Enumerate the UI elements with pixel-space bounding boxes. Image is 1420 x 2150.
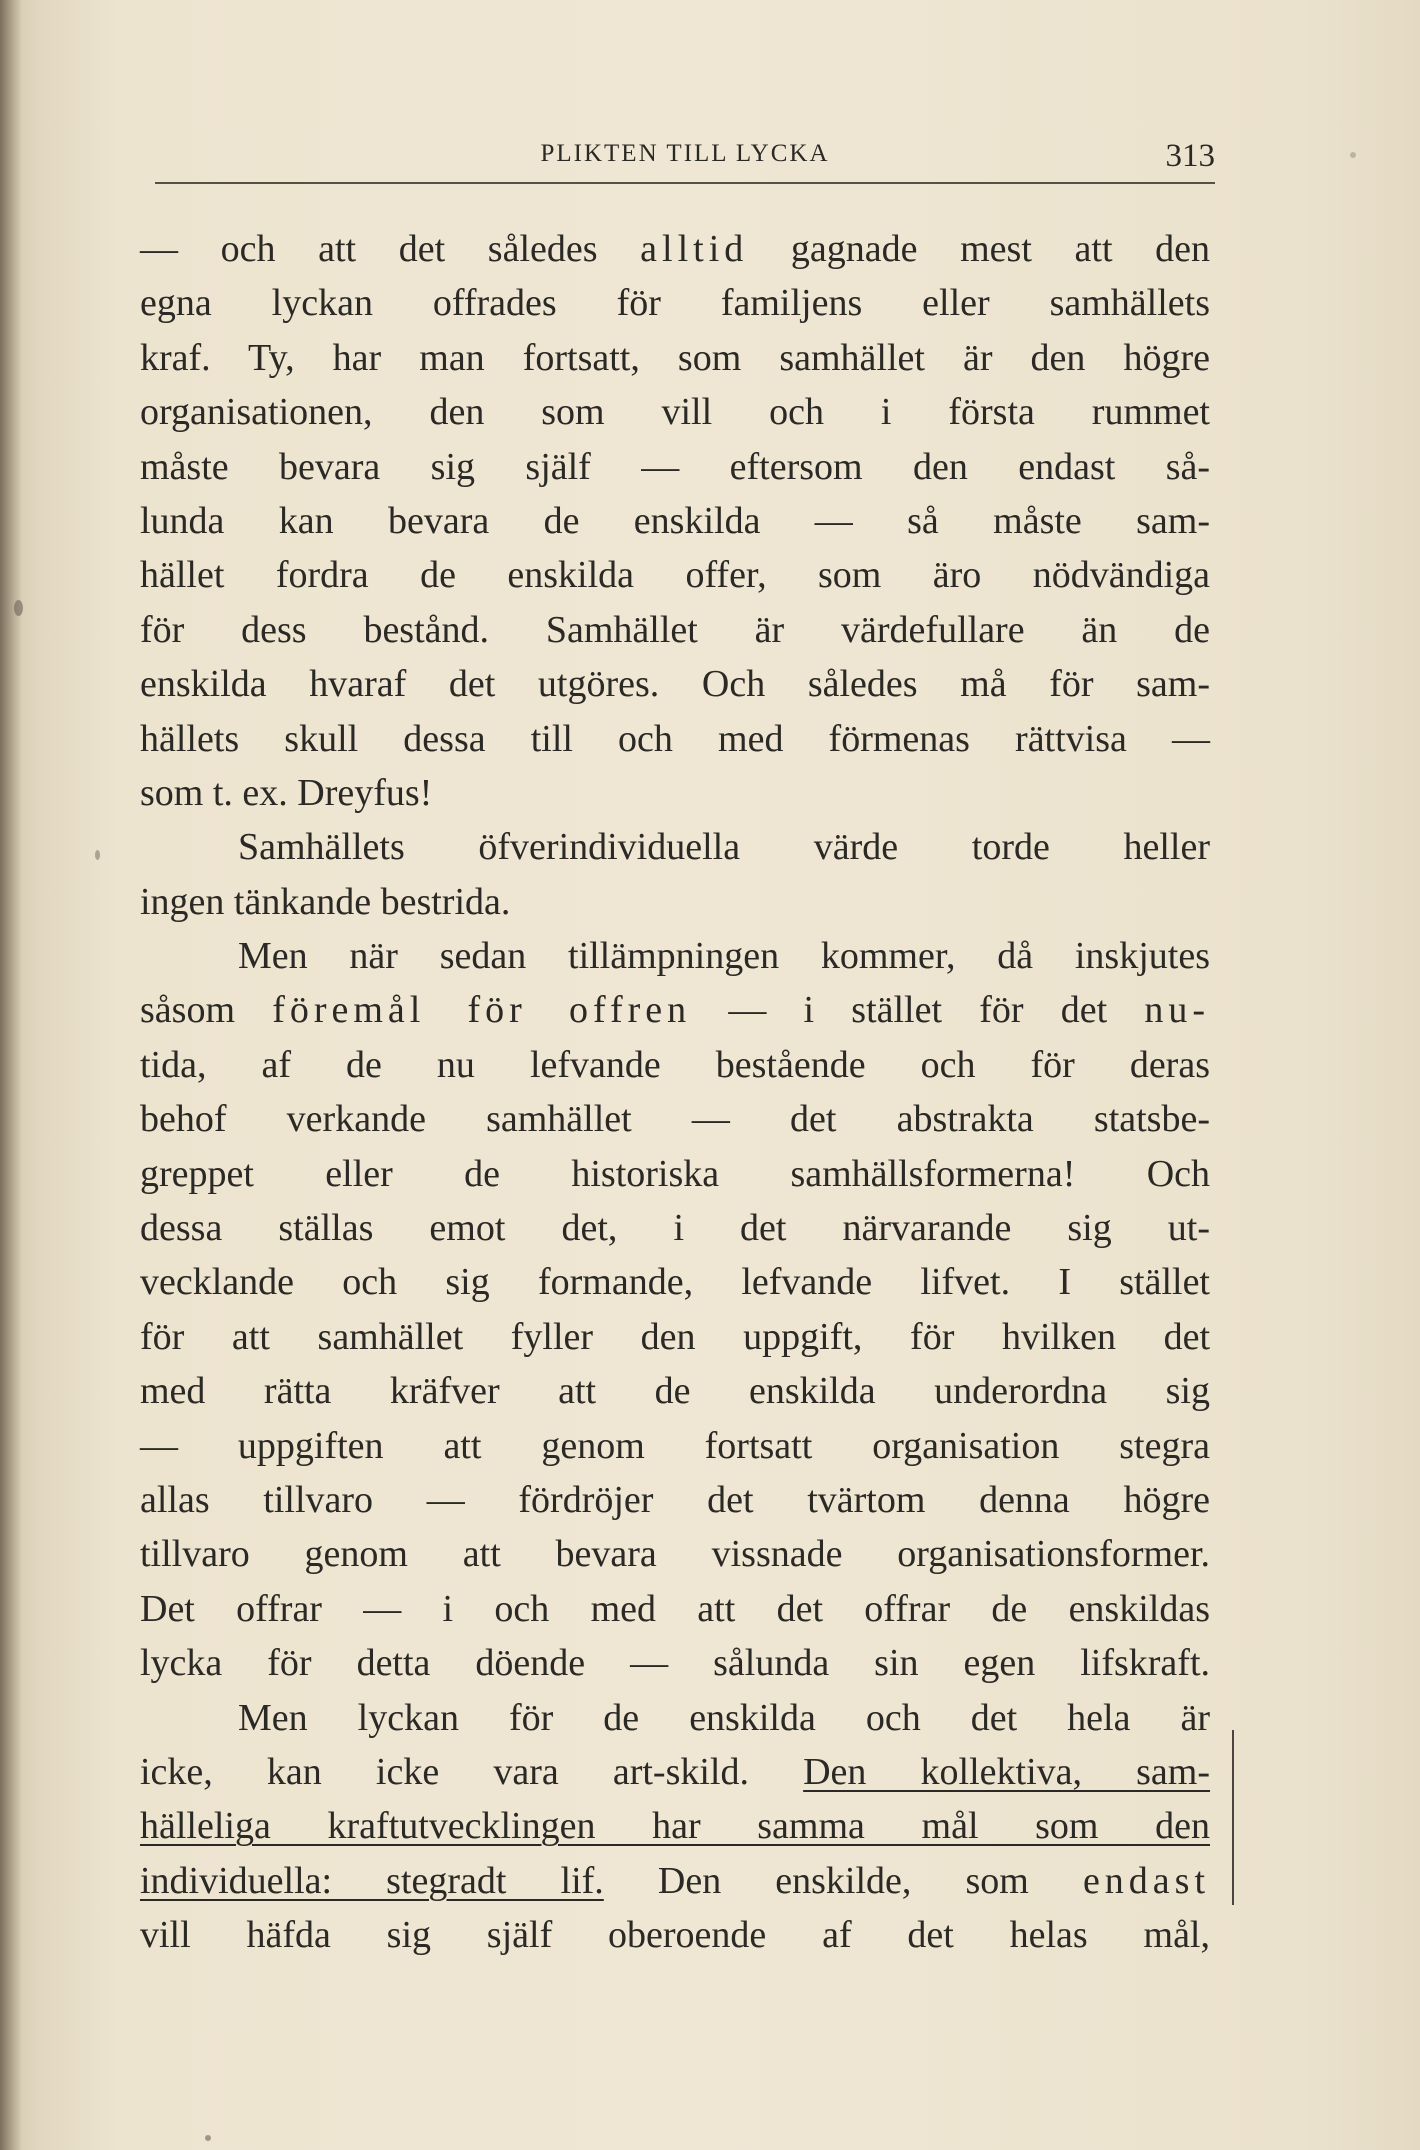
running-head: PLIKTEN TILL LYCKA	[540, 140, 830, 167]
pencil-margin-mark	[1232, 1730, 1234, 1905]
text-line: behof verkande samhället — det abstrakta statsbe-	[140, 1098, 1210, 1141]
text-line: individuella: stegradt lif. Den enskilde, som endast	[140, 1859, 1211, 1902]
text-line: hället fordra de enskilda offer, som äro nödvändiga	[140, 554, 1210, 597]
text-line-underlined: hälleliga kraftutvecklingen har samma mål som den	[140, 1805, 1210, 1848]
text-line: Men när sedan tillämpningen kommer, då inskjutes	[238, 935, 1210, 978]
spaced-phrase: föremål för offren	[272, 989, 692, 1032]
speck	[95, 850, 100, 860]
text-line: såsom föremål för offren — i stället för det nu-	[140, 989, 1210, 1032]
text-line: för dess bestånd. Samhället är värdefullare än de	[140, 608, 1210, 651]
text-line: vill häfda sig själf oberoende af det helas mål,	[140, 1914, 1210, 1957]
page-number: 313	[1165, 138, 1215, 174]
text-line: enskilda hvaraf det utgöres. Och således må för sam-	[140, 663, 1210, 706]
text-line: Det offrar — i och med att det offrar de enskildas	[140, 1587, 1210, 1630]
text-line: som t. ex. Dreyfus!	[140, 771, 433, 814]
text-line: ingen tänkande bestrida.	[140, 880, 511, 923]
page-header	[155, 138, 1215, 184]
text-line: kraf. Ty, har man fortsatt, som samhället är den högre	[140, 336, 1210, 379]
spaced-word: alltid	[640, 228, 749, 270]
text-line: Samhällets öfverindividuella värde torde heller	[238, 826, 1210, 869]
speck	[14, 600, 23, 616]
text-line: — uppgiften att genom fortsatt organisation stegra	[140, 1424, 1210, 1467]
body-text	[140, 222, 1210, 1963]
text-line: måste bevara sig själf — eftersom den endast så-	[140, 445, 1210, 488]
text-line: för att samhället fyller den uppgift, för hvilken det	[140, 1315, 1210, 1358]
text-line: Men lyckan för de enskilda och det hela är	[238, 1696, 1210, 1739]
text-line: med rätta kräfver att de enskilda underordna sig	[140, 1370, 1210, 1413]
text-line: lunda kan bevara de enskilda — så måste sam-	[140, 499, 1210, 542]
speck	[1350, 152, 1356, 158]
text-line: hällets skull dessa till och med förmenas rättvisa —	[140, 717, 1210, 760]
text-line: greppet eller de historiska samhällsformerna! Och	[140, 1152, 1210, 1195]
text-line: allas tillvaro — fördröjer det tvärtom denna högre	[140, 1478, 1210, 1521]
spine-shadow	[0, 0, 22, 2150]
spaced-word: endast	[1082, 1859, 1211, 1902]
speck	[205, 2135, 211, 2141]
text-line: organisationen, den som vill och i första rummet	[140, 391, 1210, 434]
text-line: dessa ställas emot det, i det närvarande sig ut-	[140, 1207, 1210, 1250]
text-line: icke, kan icke vara art-skild. Den kollektiva, sam-	[140, 1750, 1211, 1793]
text-line: tillvaro genom att bevara vissnade organisationsformer.	[140, 1533, 1210, 1576]
underlined-phrase: individuella: stegradt lif.	[140, 1859, 604, 1902]
underlined-phrase: Den kollektiva, sam-	[803, 1750, 1211, 1793]
text-line: — och att det således alltid gagnade mest att den	[140, 228, 1210, 270]
text-line: tida, af de nu lefvande bestående och för deras	[140, 1043, 1210, 1086]
text-line: vecklande och sig formande, lefvande lifvet. I stället	[140, 1261, 1210, 1304]
text-line: egna lyckan offrades för familjens eller samhällets	[140, 282, 1210, 325]
spaced-word: nu-	[1144, 989, 1210, 1032]
text-line: lycka för detta döende — sålunda sin egen lifskraft.	[140, 1642, 1210, 1685]
